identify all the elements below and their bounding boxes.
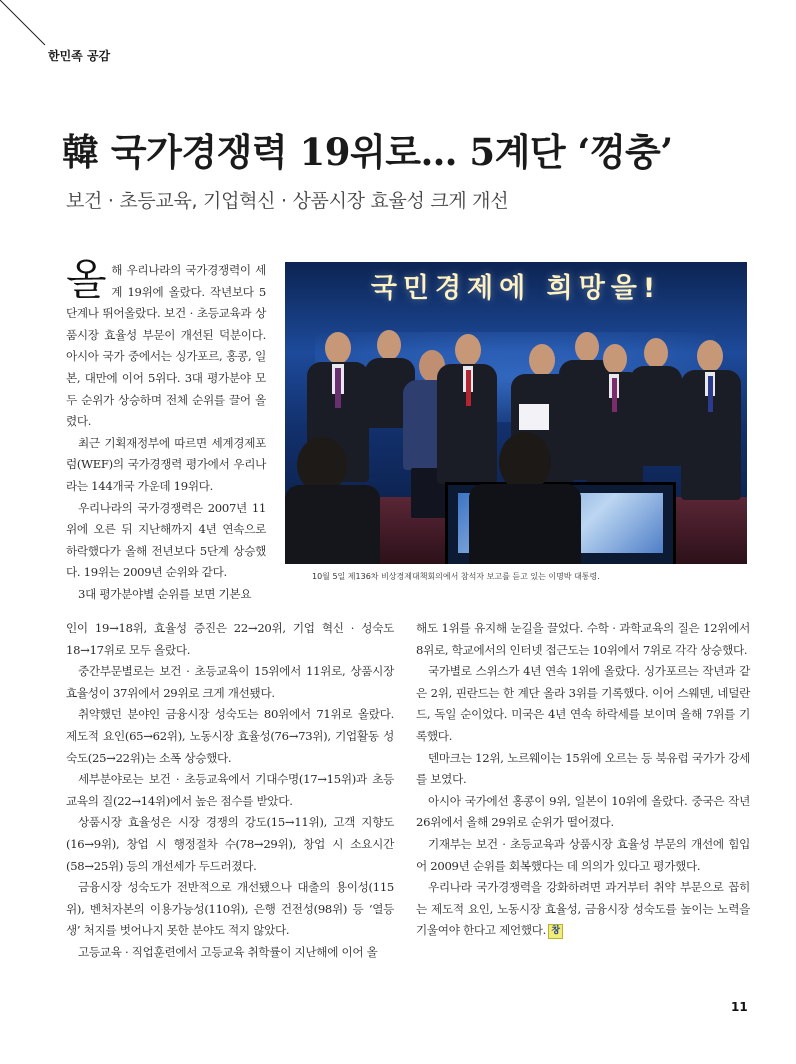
body-paragraph: 덴마크는 12위, 노르웨이는 15위에 오르는 등 북유럽 국가가 강세를 보였다. <box>416 750 750 787</box>
body-paragraph: 해도 1위를 유지해 눈길을 끌었다. 수학 · 과학교육의 질은 12위에서 8위로, 학교에서의 인터넷 접근도는 10위에서 7위로 각각 상승했다. <box>416 621 750 657</box>
intro-column <box>66 255 266 606</box>
photo-person <box>677 340 745 540</box>
body-paragraph: 세부분야로는 보건 · 초등교육에서 기대수명(17→15위)과 초등교육의 질(22→14위)에서 높은 점수를 받았다. <box>66 772 394 808</box>
body-paragraph: 아시아 국가에선 홍콩이 9위, 일본이 10위에 올랐다. 중국은 작년 26위에서 올해 29위로 순위가 떨어졌다. <box>416 793 750 830</box>
closing-paragraph <box>416 877 750 942</box>
right-column <box>416 618 750 942</box>
page-number: 11 <box>731 1000 748 1014</box>
closing-text: 우리나라 국가경쟁력을 강화하려면 과거부터 취약 부문으로 꼽히는 제도적 요인, 노동시장 효율성, 금융시장 성숙도를 높이는 노력을 기울여야 한다고 제언했다. <box>416 880 750 938</box>
body-paragraph: 기재부는 보건 · 초등교육과 상품시장 효율성 부문의 개선에 힘입어 2009년 순위를 회복했다는 데 의의가 있다고 평가했다. <box>416 836 750 873</box>
drop-cap: 올 <box>66 255 107 304</box>
lead-paragraph <box>66 255 266 433</box>
photo-banner: 국민경제에 희망을! <box>370 273 662 304</box>
body-paragraph: 상품시장 효율성은 시장 경쟁의 강도(15→11위), 고객 지향도(16→9위), 창업 시 행정절차 수(78→29위), 창업 시 소요시간(58→25위) 등의 개선세가 두드러졌다. <box>66 815 394 873</box>
article-subtitle: 보건 · 초등교육, 기업혁신 · 상품시장 효율성 크게 개선 <box>66 190 509 212</box>
article-title: 韓 국가경쟁력 19위로… 5계단 ‘껑충’ <box>62 130 673 174</box>
body-paragraph: 인이 19→18위, 효율성 증진은 22→20위, 기업 혁신 · 성숙도 18→17위로 모두 올랐다. <box>66 621 394 657</box>
body-paragraph: 취약했던 분야인 금융시장 성숙도는 80위에서 71위로 올랐다. 제도적 요인(65→62위), 노동시장 효율성(76→73위), 기업활동 성숙도(25→22위)는 소폭 상승했다. <box>66 707 394 765</box>
photo-foreground-person <box>465 432 585 564</box>
body-paragraph: 중간부문별로는 보건 · 초등교육이 15위에서 11위로, 상품시장 효율성이 37위에서 29위로 크게 개선됐다. <box>66 664 394 700</box>
body-paragraph: 국가별로 스위스가 4년 연속 1위에 올랐다. 싱가포르는 작년과 같은 2위, 핀란드는 한 계단 올라 3위를 기록했다. 이어 스웨덴, 네덜란드, 독일 순이었다. 미국은 4년 연속 하락세를 보이며 올해 7위를 기록했다. <box>416 664 750 743</box>
photo-caption: 10월 5일 제136차 비상경제대책회의에서 참석자 보고를 듣고 있는 이명박 대통령. <box>312 572 600 581</box>
left-column <box>66 618 394 964</box>
body-paragraph: 우리나라의 국가경쟁력은 2007년 11위에 오른 뒤 지난해까지 4년 연속으로 하락했다가 올해 전년보다 5단계 상승했다. 19위는 2009년 순위와 같다. <box>66 500 266 580</box>
article-photo <box>285 262 747 564</box>
section-label: 한민족 공감 <box>48 49 111 63</box>
lead-text: 해 우리나라의 국가경쟁력이 세계 19위에 올랐다. 작년보다 5단계나 뛰어올랐다. 보건 · 초등교육과 상품시장 효율성 부문이 개선된 덕분이다. 아시아 국가 중에서는 싱가포르, 홍콩, 일본, 대만에 이어 5위다. 3대 평가분야 모두 순위가 상승하며 전체 순위를 끌어 올렸다. <box>66 263 266 429</box>
photo-foreground-person <box>285 437 380 564</box>
end-mark-icon: 창 <box>548 924 563 939</box>
photo-person <box>630 338 682 488</box>
body-paragraph: 고등교육 · 직업훈련에서 고등교육 취학률이 지난해에 이어 올 <box>78 944 378 959</box>
body-paragraph: 3대 평가분야별 순위를 보면 기본요 <box>78 586 252 601</box>
body-paragraph: 금융시장 성숙도가 전반적으로 개선됐으나 대출의 용이성(115위), 벤처자본의 이용가능성(110위), 은행 건전성(98위) 등 ‘열등생’ 처지를 벗어나지 못한 분야도 적지 않았다. <box>66 880 394 938</box>
body-paragraph: 최근 기획재정부에 따르면 세계경제포럼(WEF)의 국가경쟁력 평가에서 우리나라는 144개국 가운데 19위다. <box>66 435 266 493</box>
